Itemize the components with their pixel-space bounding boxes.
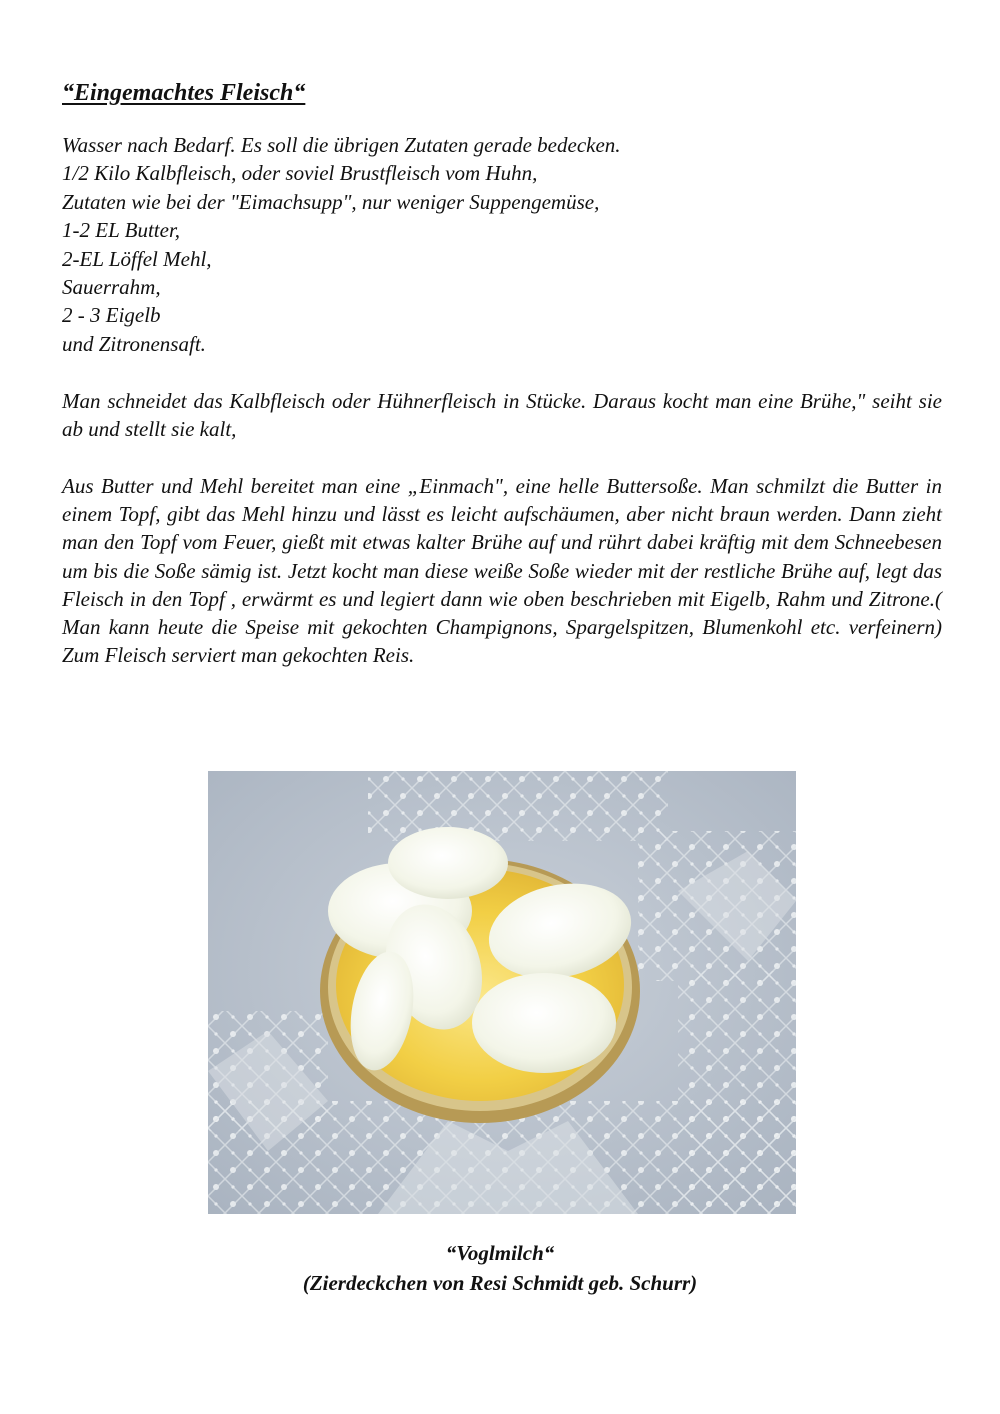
instruction-paragraph: Aus Butter und Mehl bereitet man eine „Einmach", eine helle Buttersoße. Man schmilzt die Butter in einem Topf, gibt das Mehl hinzu und lässt es leicht aufschäumen, aber nicht braun werden. Dann zieht man den Topf vom Feuer, gießt mit etwas kalter Brühe auf und rührt dabei kräftig mit dem Schneebesen um bis die Soße sämig ist. Jetzt kocht man diese weiße Soße wieder mit der restliche Brühe auf, legt das Fleisch in den Topf , erwärmt es und legiert dann wie oben beschrieben mit Eigelb, Rahm und Zitrone.( Man kann heute die Speise mit gekochten Champignons, Spargelspitzen, Blumenkohl etc. verfeinern) Zum Fleisch serviert man gekochten Reis.	[62, 474, 942, 668]
ingredient-line: 1-2 EL Butter,	[62, 218, 181, 243]
photo-caption-title: “Voglmilch“	[445, 1241, 555, 1265]
recipe-title: “Eingemachtes Fleisch“	[62, 80, 306, 106]
dessert-photo-illustration	[208, 771, 796, 1214]
ingredient-line: Zutaten wie bei der "Eimachsupp", nur weniger Suppengemüse,	[62, 189, 600, 214]
ingredient-line: Sauerrahm,	[62, 275, 161, 300]
ingredient-line: und Zitronensaft.	[62, 331, 206, 356]
ingredient-line: 2-EL Löffel Mehl,	[62, 246, 212, 271]
ingredient-line: 2 - 3 Eigelb	[62, 303, 161, 328]
ingredient-line: 1/2 Kilo Kalbfleisch, oder soviel Brustfleisch vom Huhn,	[62, 161, 538, 186]
photo-caption-credit: (Zierdeckchen von Resi Schmidt geb. Schurr)	[302, 1271, 698, 1295]
dessert-photo	[208, 771, 796, 1214]
ingredient-line: Wasser nach Bedarf. Es soll die übrigen Zutaten gerade bedecken.	[62, 133, 621, 157]
ingredient-list	[62, 131, 942, 358]
instruction-paragraph: Man schneidet das Kalbfleisch oder Hühnerfleisch in Stücke. Daraus kocht man eine Brühe," seiht sie ab und stellt sie kalt,	[62, 389, 942, 442]
